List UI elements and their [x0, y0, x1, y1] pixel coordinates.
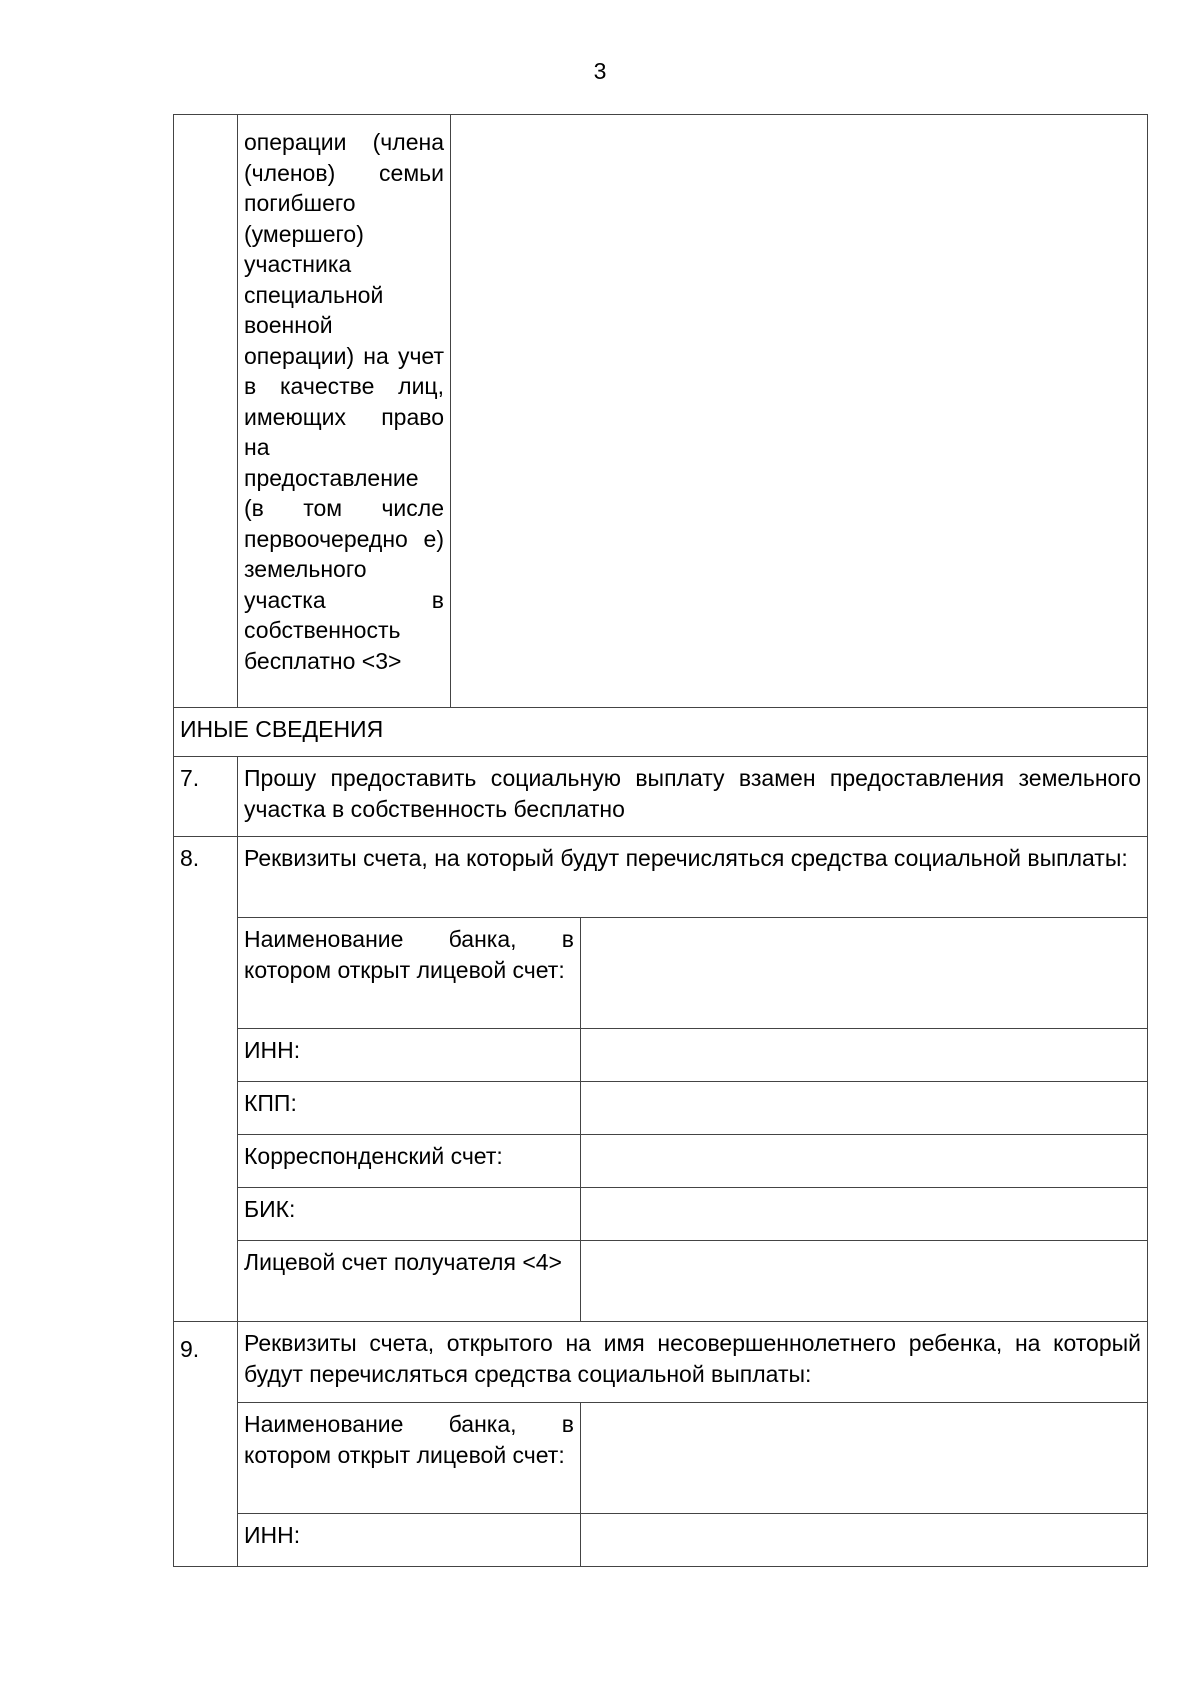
row-9-inn-input[interactable]: [581, 1514, 1148, 1567]
row-9-inn-label: ИНН:: [238, 1514, 581, 1567]
row-9-bank-input[interactable]: [581, 1403, 1148, 1514]
row-9-heading-row: [174, 1322, 1148, 1403]
row-9-number: 9.: [174, 1322, 238, 1567]
section-title: ИНЫЕ СВЕДЕНИЯ: [174, 708, 1148, 757]
row-8-heading-row: [174, 837, 1148, 918]
row-8-bank-label: Наименование банка, в котором открыт лицевой счет:: [238, 918, 581, 1029]
row-8-bik-input[interactable]: [581, 1188, 1148, 1241]
row-7-number: 7.: [174, 757, 238, 837]
row-8-heading: Реквизиты счета, на который будут перечисляться средства социальной выплаты:: [238, 837, 1148, 918]
row-9-heading: Реквизиты счета, открытого на имя несовершеннолетнего ребенка, на который будут перечисляться средства социальной выплаты:: [238, 1322, 1148, 1403]
row-8-inn-input[interactable]: [581, 1029, 1148, 1082]
section-header-row: [174, 708, 1148, 757]
page-number: 3: [593, 58, 607, 84]
row-8-field-bank: [174, 918, 1148, 1029]
row-6-continuation: [174, 115, 1148, 708]
row-8-corr-label: Корреспонденский счет:: [238, 1135, 581, 1188]
row-7: [174, 757, 1148, 837]
row-8-kpp-label: КПП:: [238, 1082, 581, 1135]
row-6-text-cell: операции (члена (членов) семьи погибшего (умершего) участника специальной военной операции) на учет в качестве лиц, имеющих право на предоставление (в том числе первоочередно е) земельного участка в собственность бесплатно <3>: [238, 115, 451, 708]
row-8-kpp-input[interactable]: [581, 1082, 1148, 1135]
row-8-field-bik: [174, 1188, 1148, 1241]
row-8-field-kpp: [174, 1082, 1148, 1135]
row-8-field-inn: [174, 1029, 1148, 1082]
row-9-field-inn: [174, 1514, 1148, 1567]
application-form-table: [173, 114, 1148, 1567]
row-7-text: Прошу предоставить социальную выплату взамен предоставления земельного участка в собственность бесплатно: [238, 757, 1148, 837]
row-8-account-label: Лицевой счет получателя <4>: [238, 1241, 581, 1322]
row-8-bik-label: БИК:: [238, 1188, 581, 1241]
row-8-inn-label: ИНН:: [238, 1029, 581, 1082]
row-6-number-cell: [174, 115, 238, 708]
row-6-answer-field[interactable]: [451, 115, 1148, 708]
row-9-field-bank: [174, 1403, 1148, 1514]
row-8-field-account: [174, 1241, 1148, 1322]
row-8-account-input[interactable]: [581, 1241, 1148, 1322]
row-8-bank-input[interactable]: [581, 918, 1148, 1029]
row-8-corr-input[interactable]: [581, 1135, 1148, 1188]
row-9-bank-label: Наименование банка, в котором открыт лицевой счет:: [238, 1403, 581, 1514]
row-8-number: 8.: [174, 837, 238, 1322]
row-8-field-corr: [174, 1135, 1148, 1188]
